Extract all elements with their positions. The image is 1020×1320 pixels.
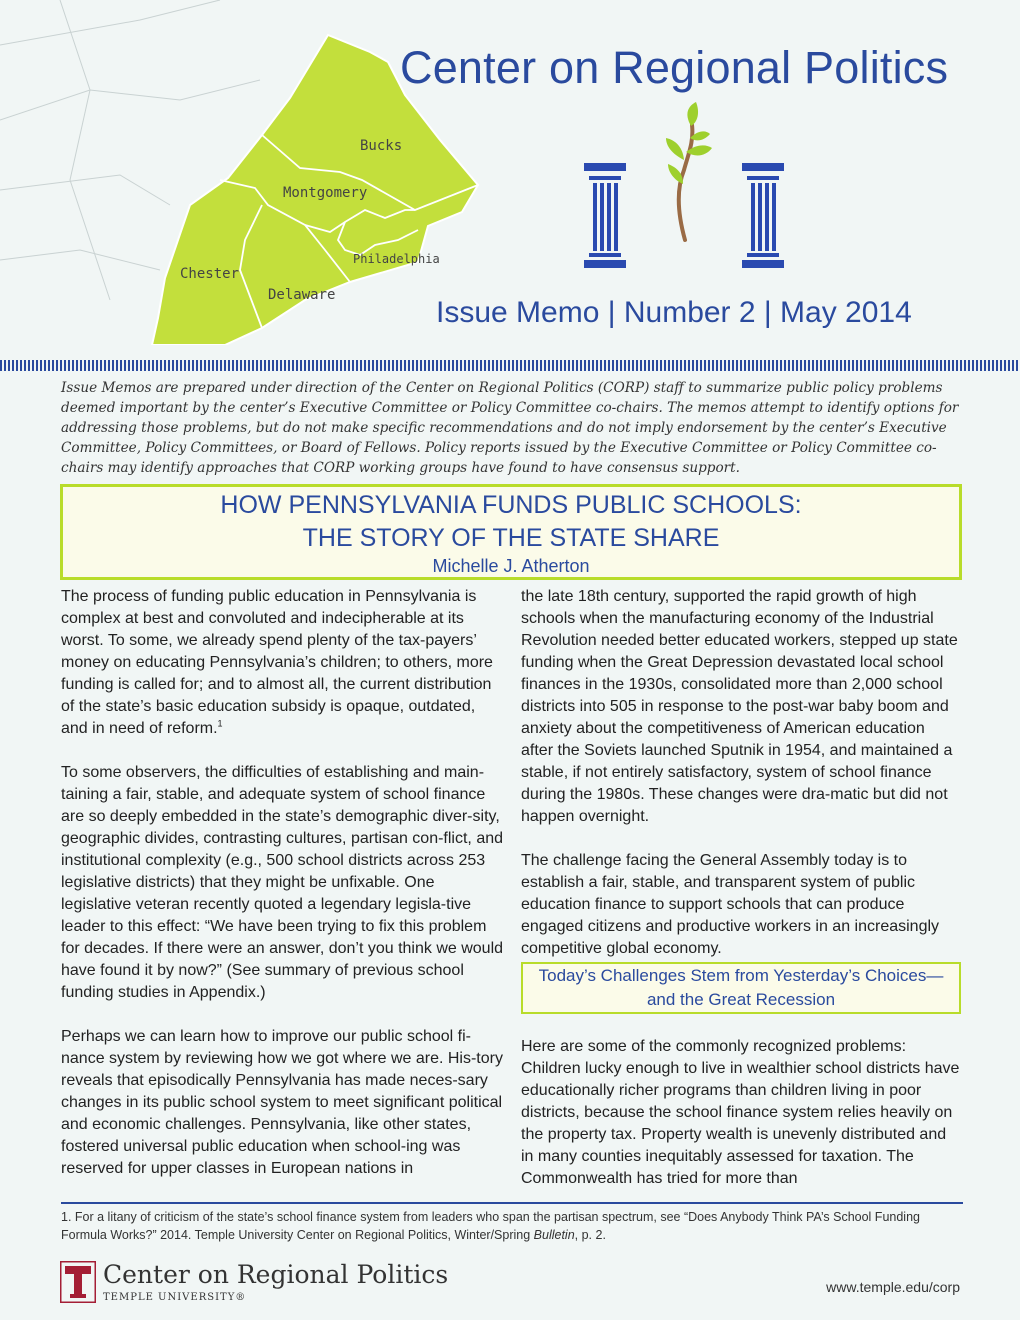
sapling-icon: [666, 102, 712, 240]
paragraph: Perhaps we can learn how to improve our public school fi-nance system by reviewing how we got where we are. His-tory reveals that episodically Pennsylvania has made neces-sary changes in its public school system to meet significant political and economic challenges. Pennsylvania, like other states, fostered universal public education when school-ing was reserved for upper classes in European nations in: [61, 1028, 503, 1177]
article-author: Michelle J. Atherton: [432, 556, 590, 576]
org-title: Center on Regional Politics: [400, 42, 949, 93]
temple-t-logo-icon: [60, 1261, 96, 1303]
right-column: [521, 586, 961, 1190]
issue-line: Issue Memo | Number 2 | May 2014: [436, 296, 912, 329]
header-tick-rule: [0, 360, 1020, 371]
intro-text: Issue Memos are prepared under direction of the Center on Regional Politics (CORP) staff to summarize public policy problems deemed important by the center’s Executive Committee or Policy Committee co-chairs. The memos attempt to identify options for addressing those problems, but do not make specific recommendations and do not imply endorsement by the center’s Executive Committee, Policy Committees, or Board of Fellows. Policy reports issued by the Executive Committee or Policy Committee co-chairs may identify approaches that CORP working groups have found to have consensus support.: [61, 380, 959, 476]
article-title-box: [60, 484, 962, 580]
section-subheading: [521, 962, 961, 1014]
paragraph: The challenge facing the General Assembly today is to establish a fair, stable, and transparent system of public education finance to support schools that can produce engaged citizens and productive workers in an increasingly competitive global economy.: [521, 852, 940, 957]
article-title-line2: THE STORY OF THE STATE SHARE: [302, 524, 720, 552]
subheading-line2: and the Great Recession: [646, 990, 836, 1009]
left-column-icon: [584, 163, 626, 268]
paragraph: the late 18th century, supported the rapid growth of high schools when the manufacturing economy of the Industrial Revolution needed better educated workers, stepped up state funding when the Great Depression devastated local school finances in the 1930s, consolidated more than 2,000 school districts into 505 in response to the post-war baby boom and anxiety about the competitiveness of American education after the Soviets launched Sputnik in 1954, and maintained a stable, if not entirely satisfactory, system of school finance during the 1980s. These changes were dra-matic but did not happen overnight.: [521, 588, 958, 825]
footer-org-name: Center on Regional Politics: [103, 1260, 449, 1289]
paragraph: [61, 586, 506, 740]
paragraph-text: The process of funding public education in Pennsylvania is complex at best and convoluted and indecipherable at its worst. To some, we already spend plenty of the tax-payers’ money on educating Pennsylvania’s children; to others, more funding is called for; and to almost all, the current distribution of the state’s basic education subsidy is opaque, outdated, and in need of reform.: [61, 588, 493, 737]
county-label-philadelphia: Philadelphia: [353, 252, 440, 266]
footnote-marker[interactable]: 1: [217, 718, 223, 729]
corp-logo: [580, 100, 800, 275]
paragraph: Here are some of the commonly recognized problems: Children lucky enough to live in wealthier school districts have educationally richer programs than children living in poor districts, because the school finance system relies heavily on the property tax. Property wealth is unevenly distributed and in many counties inequitably assessed for taxation. The Commonwealth has tried for more than: [521, 1038, 960, 1187]
footnote-tail: , p. 2.: [574, 1228, 606, 1242]
footer-university: TEMPLE UNIVERSITY®: [103, 1292, 247, 1303]
subheading-line1: Today’s Challenges Stem from Yesterday’s Choices—: [538, 966, 944, 985]
paragraph: To some observers, the difficulties of establishing and main-taining a fair, stable, and adequate system of school finance are so deeply embedded in the state’s demographic diver-sity, geographic divides, contrasting cultures, partisan con-flict, and institutional complexity (e.g., 500 school districts across 253 legislative districts) that they might be unfixable. One legislative veteran recently quoted a legendary legisla-tive leader to this effect: “We have been trying to fix this problem for decades. If there were an answer, don’t you think we would have found it by now?” (See summary of previous school funding studies in Appendix.): [61, 764, 504, 1001]
county-label-montgomery: Montgomery: [283, 185, 368, 201]
right-column-icon: [742, 163, 784, 268]
footnote-rule: [61, 1202, 963, 1204]
footnote-text: 1. For a litany of criticism of the state’s school finance system from leaders who span the partisan spectrum, see “Does Anybody Think PA’s School Funding Formula Works?” 2014. Temple University Center on Regional Politics, Winter/Spring: [61, 1210, 920, 1242]
article-title-line1: HOW PENNSYLVANIA FUNDS PUBLIC SCHOOLS:: [220, 491, 802, 519]
footnote: [61, 1208, 961, 1244]
county-label-chester: Chester: [180, 266, 240, 282]
footnote-italic: Bulletin: [533, 1228, 575, 1242]
county-label-delaware: Delaware: [268, 287, 336, 303]
left-column: [61, 586, 506, 1180]
county-label-bucks: Bucks: [360, 138, 403, 154]
footer-url[interactable]: www.temple.edu/corp: [826, 1279, 960, 1295]
